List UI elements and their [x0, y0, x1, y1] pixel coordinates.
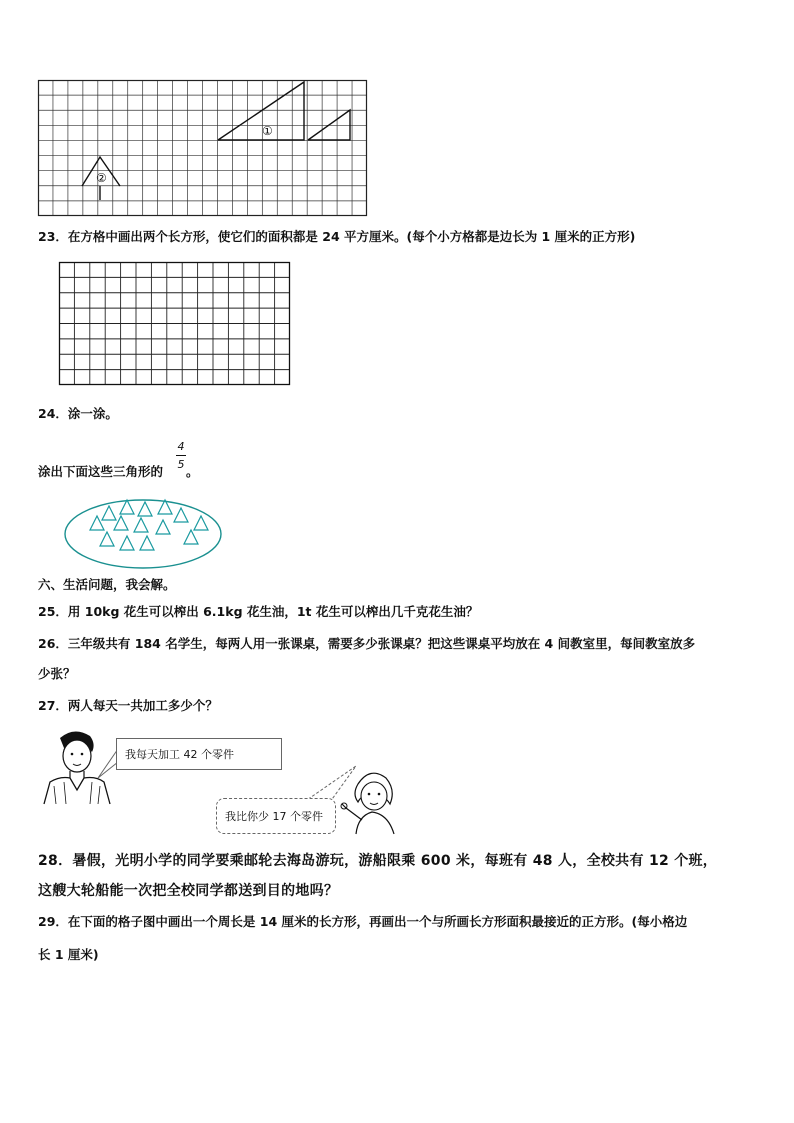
question-26-line2: 少张？ — [38, 666, 76, 681]
triangle-shape — [138, 502, 152, 516]
question-25: 25．用 10kg 花生可以榨出 6.1kg 花生油，1t 花生可以榨出几千克花生油？ — [38, 604, 479, 619]
fraction-numerator: 4 — [177, 440, 185, 453]
man-speech-bubble — [116, 738, 282, 770]
girl-speech-bubble — [216, 798, 336, 834]
question-24-end: 。 — [186, 464, 199, 479]
top-grid-figure — [38, 80, 368, 218]
triangle-shape — [120, 536, 134, 550]
question-27: 27．两人每天一共加工多少个？ — [38, 698, 218, 713]
shape-label-2: ② — [96, 171, 107, 185]
girl-illustration — [338, 764, 408, 834]
q23-grid[interactable] — [59, 262, 291, 386]
man-speech-text: 我每天加工 42 个零件 — [125, 748, 234, 761]
girl-speech-text: 我比你少 17 个零件 — [225, 810, 323, 823]
triangle-shape — [134, 518, 148, 532]
question-24-text — [38, 463, 163, 481]
triangle-shape — [100, 532, 114, 546]
triangle-shape — [194, 516, 208, 530]
question-23: 23．在方格中画出两个长方形，使它们的面积都是 24 平方厘米。(每个小方格都是边长为 1 厘米的正方形) — [38, 229, 636, 244]
question-29-line2: 长 1 厘米) — [38, 947, 99, 962]
triangle-oval — [64, 498, 224, 570]
question-28-line1: 28．暑假，光明小学的同学要乘邮轮去海岛游玩，游船限乘 600 米，每班有 48 人，全校共有 12 个班， — [38, 853, 718, 869]
triangle-shape — [184, 530, 198, 544]
question-29-line1: 29．在下面的格子图中画出一个周长是 14 厘米的长方形，再画出一个与所画长方形面积最接近的正方形。(每小格边 — [38, 914, 688, 929]
question-28-line2: 这艘大轮船能一次把全校同学都送到目的地吗？ — [38, 883, 339, 899]
triangle-shape — [156, 520, 170, 534]
triangle-shape — [90, 516, 104, 530]
shape-1-line — [218, 82, 304, 140]
question-26-line1: 26．三年级共有 184 名学生，每两人用一张课桌，需要多少张课桌？把这些课桌平均放在 4 间教室里，每间教室放多 — [38, 636, 696, 651]
triangle-shape — [174, 508, 188, 522]
question-24-title: 24．涂一涂。 — [38, 406, 118, 421]
fraction-denominator: 5 — [177, 458, 185, 471]
triangle-shape — [120, 500, 134, 514]
triangle-shape — [102, 506, 116, 520]
section-6-heading: 六、生活问题，我会解。 — [38, 577, 176, 592]
triangle-shape — [140, 536, 154, 550]
triangle-shape — [114, 516, 128, 530]
shape-label-1: ① — [262, 124, 273, 138]
question-24-prefix: 涂出下面这些三角形的 — [38, 464, 164, 479]
